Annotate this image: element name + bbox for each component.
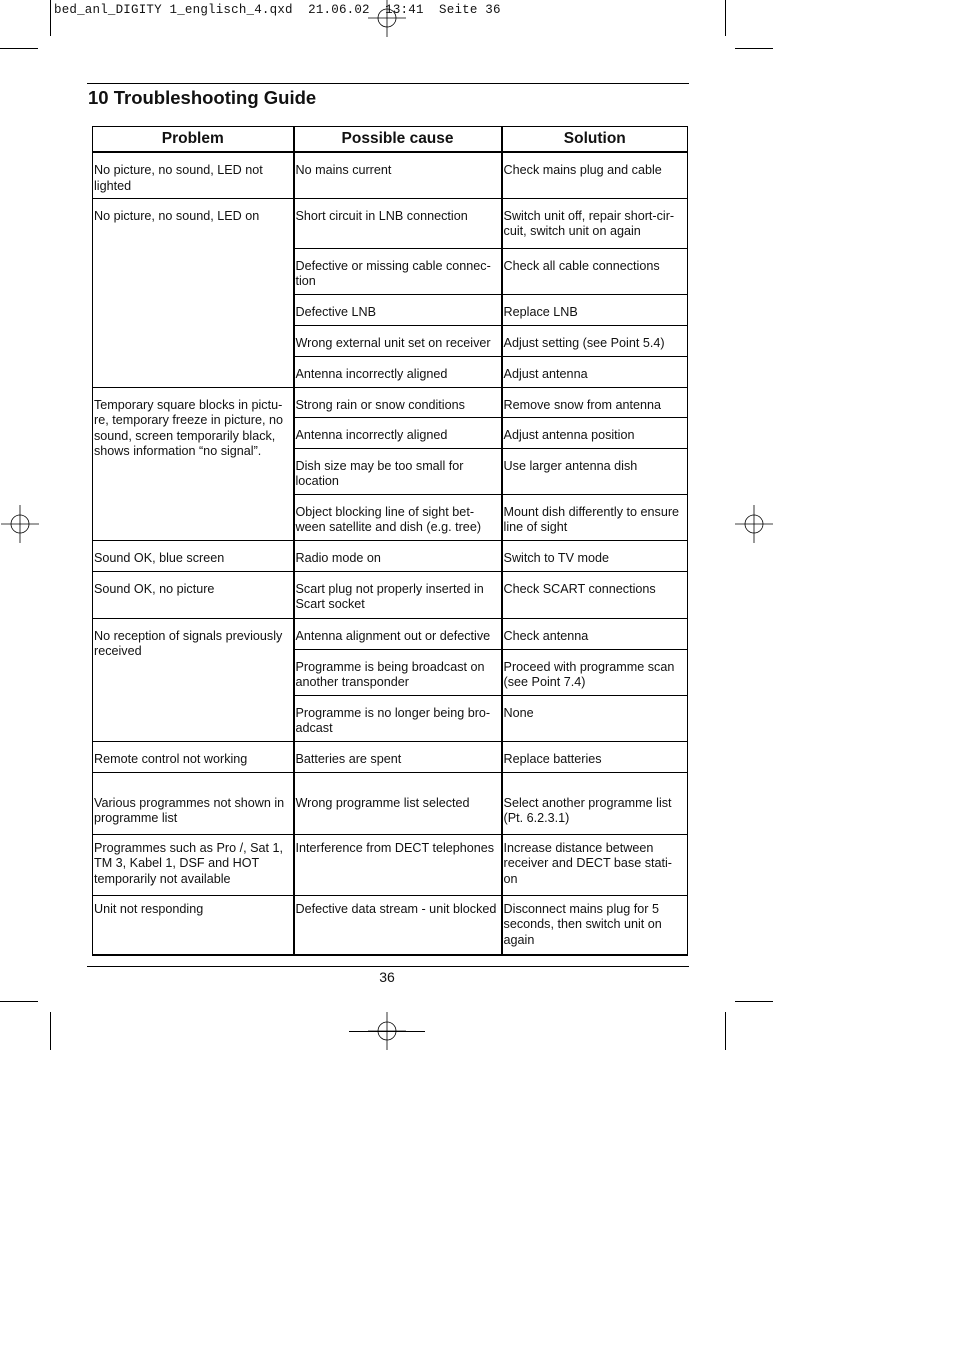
cause-cell: Dish size may be too small for location — [294, 448, 502, 494]
solution-cell: Remove snow from antenna — [502, 387, 688, 417]
table-row — [93, 387, 688, 417]
solution-cell: Use larger antenna dish — [502, 448, 688, 494]
crop-mark — [725, 1012, 726, 1050]
problem-cell: Temporary square blocks in pictu-re, temporary freeze in picture, no sound, screen temporarily black, shows information “no signal”. — [93, 387, 294, 540]
cause-cell: Antenna incorrectly aligned — [294, 356, 502, 387]
crop-mark — [50, 0, 51, 36]
crop-mark — [735, 1001, 773, 1002]
cause-cell: Defective or missing cable connec-tion — [294, 248, 502, 294]
crop-mark — [0, 48, 38, 49]
footer-rule — [87, 966, 689, 967]
cause-cell: Defective LNB — [294, 294, 502, 325]
cause-cell: Short circuit in LNB connection — [294, 198, 502, 248]
cause-cell: Interference from DECT telephones — [294, 834, 502, 895]
table-row — [93, 772, 688, 834]
table-row — [93, 571, 688, 618]
problem-cell: Unit not responding — [93, 895, 294, 955]
problem-cell: Remote control not working — [93, 741, 294, 772]
solution-cell: Select another programme list (Pt. 6.2.3.1) — [502, 772, 688, 834]
solution-cell: Switch to TV mode — [502, 540, 688, 571]
table-row — [93, 895, 688, 955]
table-row — [93, 152, 688, 198]
title-rule — [87, 83, 689, 84]
table-row — [93, 834, 688, 895]
solution-cell: Check mains plug and cable — [502, 152, 688, 198]
problem-cell: No reception of signals previously received — [93, 618, 294, 741]
cause-cell: Wrong external unit set on receiver — [294, 325, 502, 356]
header-solution: Solution — [502, 127, 688, 153]
table-header-row — [93, 127, 688, 153]
cause-cell: Programme is being broadcast on another transponder — [294, 649, 502, 695]
problem-cell: Sound OK, blue screen — [93, 540, 294, 571]
table-row — [93, 540, 688, 571]
page-number: 36 — [379, 969, 395, 985]
cause-cell: Strong rain or snow conditions — [294, 387, 502, 417]
table-row — [93, 741, 688, 772]
cause-cell: Antenna incorrectly aligned — [294, 417, 502, 448]
crop-mark — [725, 0, 726, 36]
table-row — [93, 198, 688, 248]
crop-mark — [0, 1001, 38, 1002]
crop-mark — [50, 1012, 51, 1050]
cause-cell: Defective data stream - unit blocked — [294, 895, 502, 955]
solution-cell: Mount dish differently to ensure line of sight — [502, 494, 688, 540]
cause-cell: Batteries are spent — [294, 741, 502, 772]
problem-cell: Sound OK, no picture — [93, 571, 294, 618]
solution-cell: Adjust antenna position — [502, 417, 688, 448]
registration-mark-icon — [368, 0, 406, 37]
cause-cell: Antenna alignment out or defective — [294, 618, 502, 649]
page-title: 10 Troubleshooting Guide — [88, 87, 317, 108]
cause-cell: Programme is no longer being bro-adcast — [294, 695, 502, 741]
problem-cell: No picture, no sound, LED on — [93, 198, 294, 387]
solution-cell: Check SCART connections — [502, 571, 688, 618]
solution-cell: Proceed with programme scan (see Point 7.4) — [502, 649, 688, 695]
solution-cell: Switch unit off, repair short-cir-cuit, switch unit on again — [502, 198, 688, 248]
crop-mark — [735, 48, 773, 49]
cause-cell: Radio mode on — [294, 540, 502, 571]
solution-cell: Adjust setting (see Point 5.4) — [502, 325, 688, 356]
registration-mark-icon — [1, 505, 39, 543]
solution-cell: None — [502, 695, 688, 741]
crop-mark — [349, 1031, 425, 1032]
header-possible-cause: Possible cause — [294, 127, 502, 153]
table-row — [93, 618, 688, 649]
file-slug: bed_anl_DIGITY 1_englisch_4.qxd 21.06.02 13:41 Seite 36 — [54, 3, 501, 17]
cause-cell: Object blocking line of sight bet-ween satellite and dish (e.g. tree) — [294, 494, 502, 540]
cause-cell: No mains current — [294, 152, 502, 198]
troubleshooting-table — [92, 126, 688, 956]
solution-cell: Increase distance between receiver and DECT base stati-on — [502, 834, 688, 895]
solution-cell: Adjust antenna — [502, 356, 688, 387]
problem-cell: Various programmes not shown in programme list — [93, 772, 294, 834]
cause-cell: Scart plug not properly inserted in Scart socket — [294, 571, 502, 618]
problem-cell: No picture, no sound, LED not lighted — [93, 152, 294, 198]
cause-cell: Wrong programme list selected — [294, 772, 502, 834]
header-problem: Problem — [93, 127, 294, 153]
solution-cell: Disconnect mains plug for 5 seconds, then switch unit on again — [502, 895, 688, 955]
problem-cell: Programmes such as Pro /, Sat 1, TM 3, Kabel 1, DSF and HOT temporarily not available — [93, 834, 294, 895]
solution-cell: Check antenna — [502, 618, 688, 649]
solution-cell: Check all cable connections — [502, 248, 688, 294]
solution-cell: Replace batteries — [502, 741, 688, 772]
registration-mark-icon — [735, 505, 773, 543]
solution-cell: Replace LNB — [502, 294, 688, 325]
